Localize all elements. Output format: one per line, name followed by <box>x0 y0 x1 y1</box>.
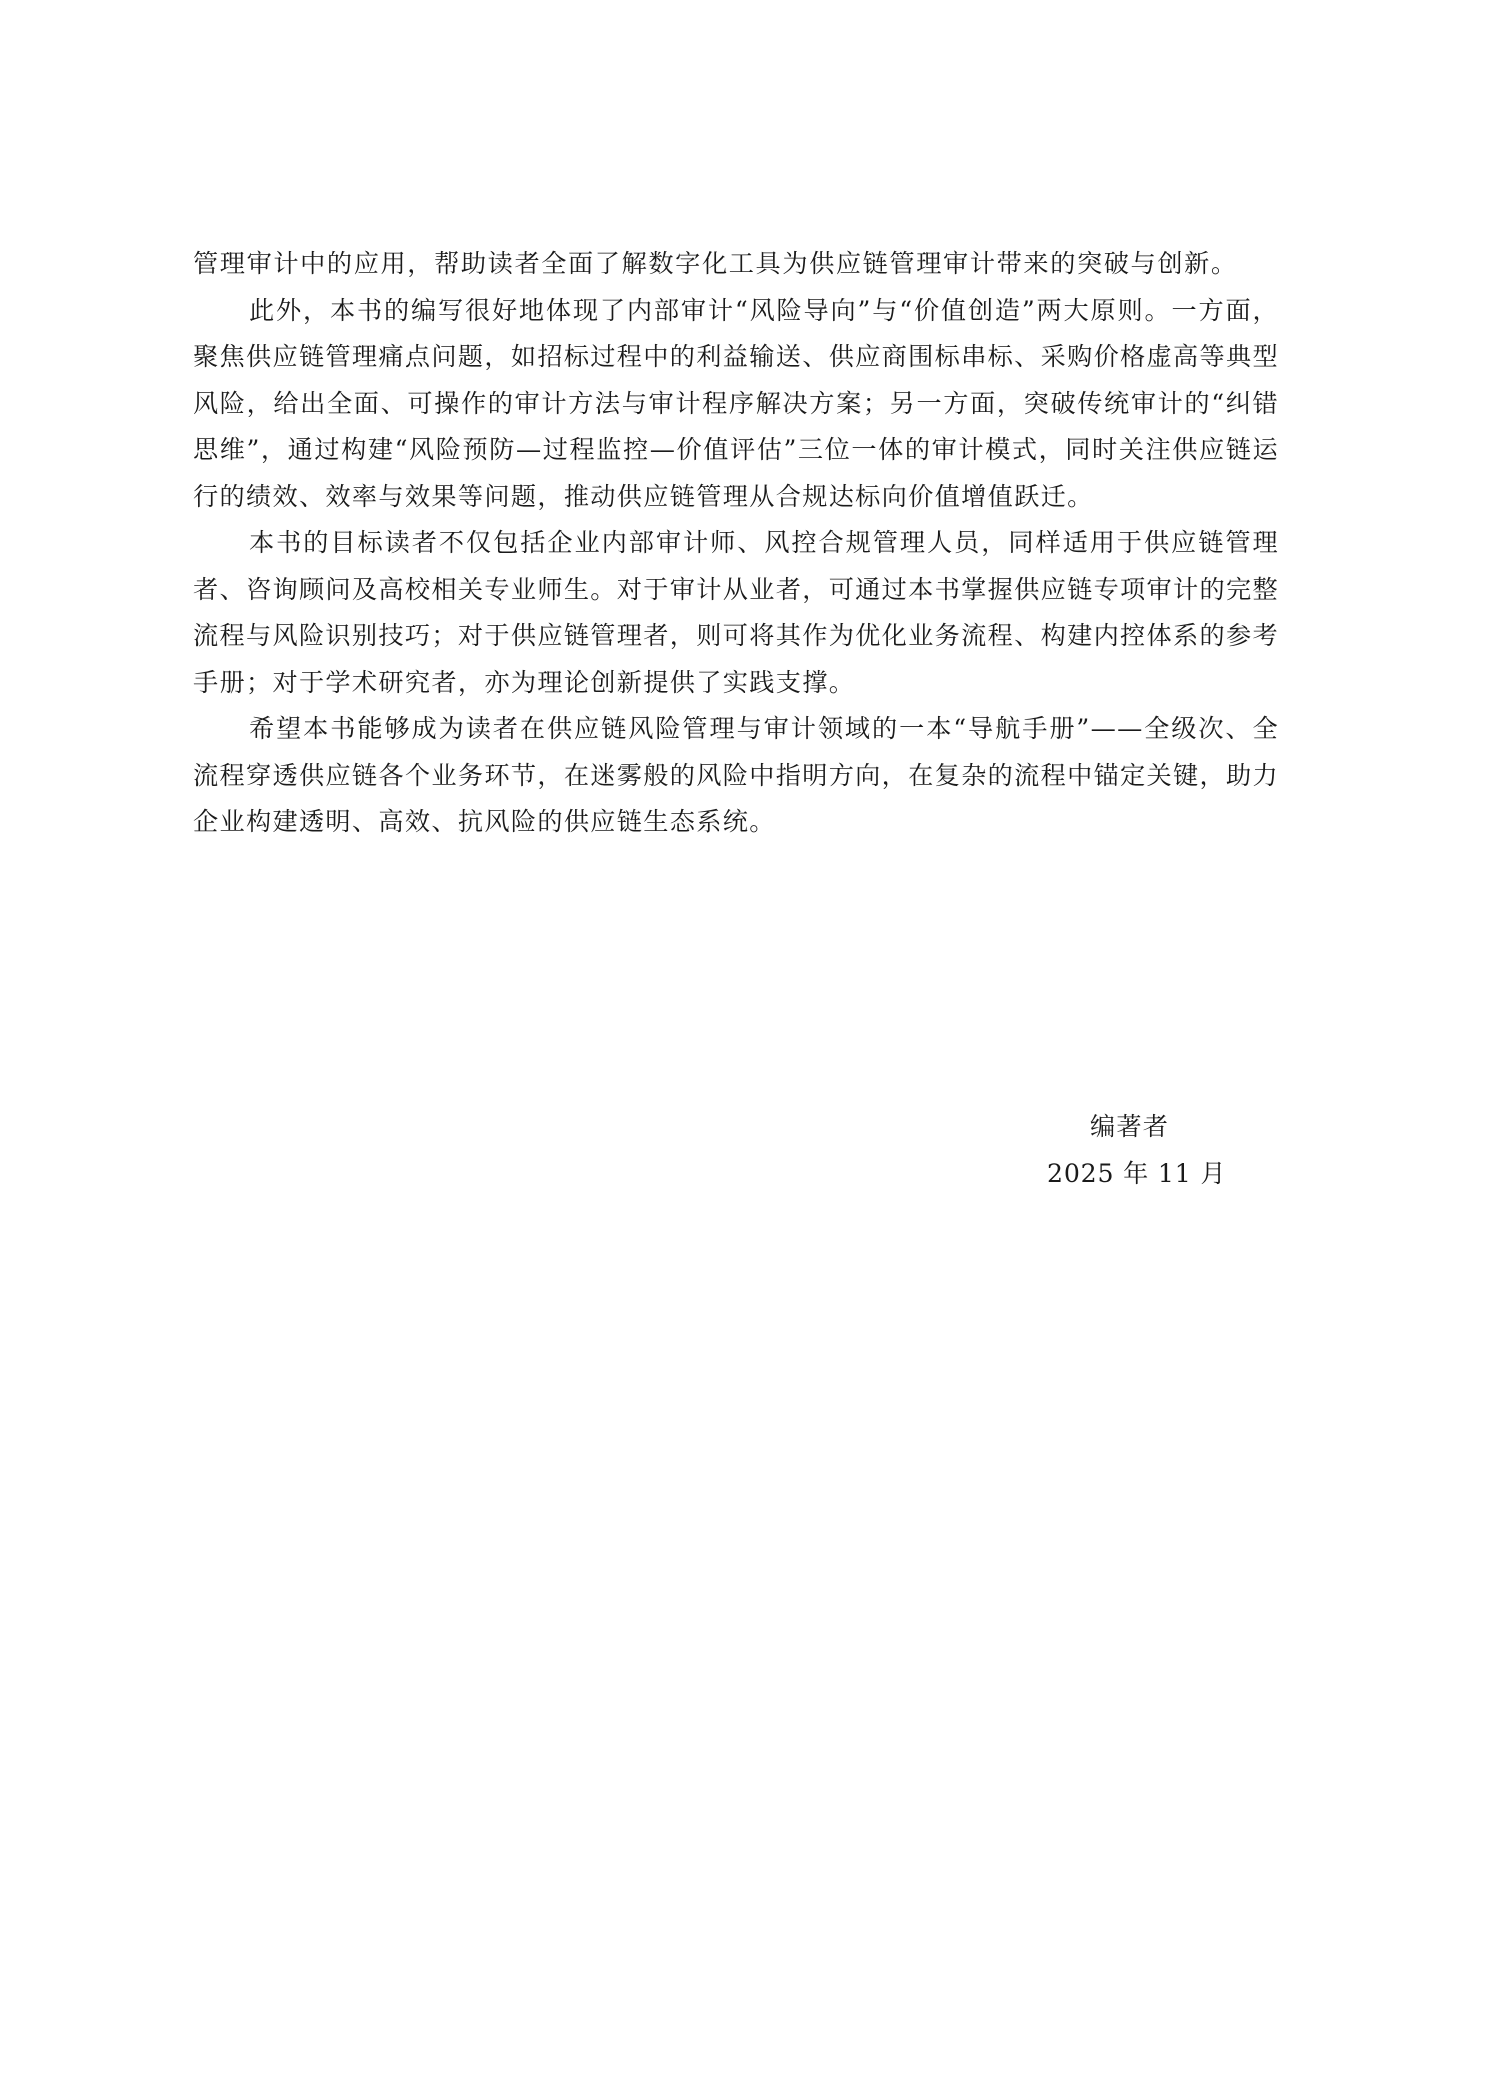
author-signature: 编著者 <box>1090 1112 1170 1141</box>
signature-block <box>0 1110 1503 1210</box>
paragraph-hope: 希望本书能够成为读者在供应链风险管理与审计领域的一本“导航手册”——全级次、全流程穿透供应链各个业务环节，在迷雾般的风险中指明方向，在复杂的流程中锚定关键，助力企业构建透明、高效、抗风险的供应链生态系统。 <box>193 714 1279 836</box>
paragraph-target-readers: 本书的目标读者不仅包括企业内部审计师、风控合规管理人员，同样适用于供应链管理者、咨询顾问及高校相关专业师生。对于审计从业者，可通过本书掌握供应链专项审计的完整流程与风险识别技巧；对于供应链管理者，则可将其作为优化业务流程、构建内控体系的参考手册；对于学术研究者，亦为理论创新提供了实践支撑。 <box>193 528 1279 697</box>
signature-date: 2025 年 11 月 <box>1047 1159 1227 1188</box>
document-body <box>193 241 1279 846</box>
paragraph-continuation: 管理审计中的应用，帮助读者全面了解数字化工具为供应链管理审计带来的突破与创新。 <box>193 249 1238 278</box>
paragraph-principles: 此外，本书的编写很好地体现了内部审计“风险导向”与“价值创造”两大原则。一方面，聚焦供应链管理痛点问题，如招标过程中的利益输送、供应商围标串标、采购价格虚高等典型风险，给出全面、可操作的审计方法与审计程序解决方案；另一方面，突破传统审计的“纠错思维”，通过构建“风险预防—过程监控—价值评估”三位一体的审计模式，同时关注供应链运行的绩效、效率与效果等问题，推动供应链管理从合规达标向价值增值跃迁。 <box>193 295 1279 511</box>
